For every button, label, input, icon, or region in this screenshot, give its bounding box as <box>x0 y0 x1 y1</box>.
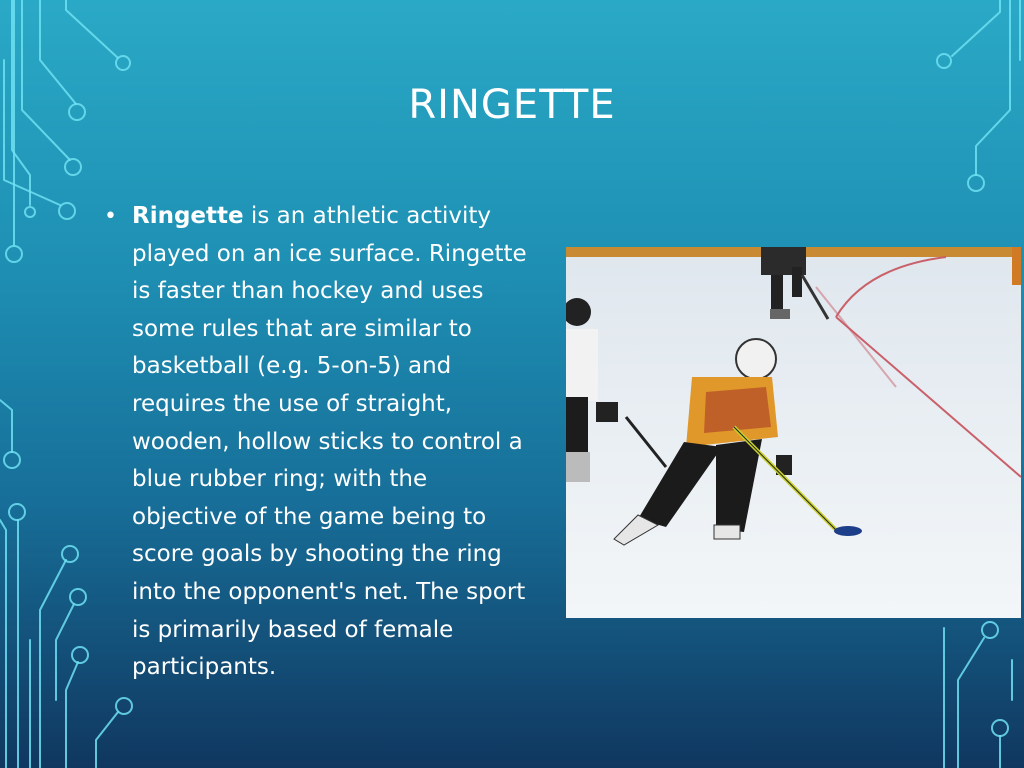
ringette-players-photo-icon <box>566 247 1021 618</box>
slide-title: RINGETTE <box>408 82 616 128</box>
bullet-item <box>104 198 534 687</box>
ringette-photo <box>566 247 1021 618</box>
bullet-marker: • <box>104 204 117 229</box>
bullet-body: is an athletic activity played on an ice surface. Ringette is faster than hockey and uses some rules that are similar to basketball (e.g. 5-on-5) and requires the use of straight, wooden, hollow sticks to control a blue rubber ring; with the objective of the game being to score goals by shooting the ring into the opponent's net. The sport is primarily based of female participants. <box>132 203 527 681</box>
bullet-paragraph <box>132 198 534 687</box>
bullet-lead: Ringette <box>132 203 244 229</box>
